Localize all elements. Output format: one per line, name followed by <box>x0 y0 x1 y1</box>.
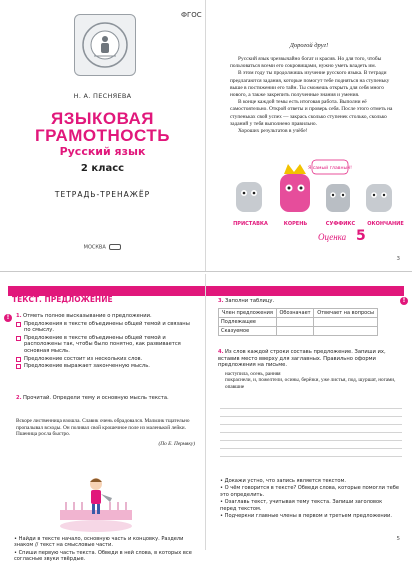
table-header: Обозначает <box>276 309 313 318</box>
option-row <box>16 335 197 355</box>
workbook-label: ТЕТРАДЬ-ТРЕНАЖЁР <box>54 190 151 199</box>
boy-watering-illustration <box>56 474 136 534</box>
option-text: Предложение состоит из нескольких слов. <box>24 355 143 362</box>
bullet-text: О чём говорится в тексте? Обведи слова, которые помогли тебе это определить. <box>220 485 399 498</box>
section-title: ТЕКСТ. ПРЕДЛОЖЕНИЕ <box>12 295 113 304</box>
bullet-text: Докажи устно, что запись является текстом. <box>224 478 347 484</box>
attention-icon: ! <box>4 314 12 322</box>
intro-text <box>230 56 398 135</box>
title-line-2: ГРАМОТНОСТЬ <box>35 126 170 145</box>
table-row <box>219 327 378 336</box>
answer-checkbox[interactable] <box>16 364 21 369</box>
root-character-icon <box>280 164 310 212</box>
task-text: Отметь полное высказывание о предложении. <box>23 313 152 319</box>
bullet-text: Спиши первую часть текста. Обведи в ней слова, в которых все согласные звуки твёрдые. <box>14 549 192 563</box>
intro-paragraph: В конце каждой темы есть итоговая работа. Выполни её самостоятельно. Открой ответы и проверь себя. После этого отметь на ступеньках свой успех — закрась сколько ступенек столько, сколько заданий у тебя выполнено правильно. <box>230 99 393 127</box>
bullet-item: • Подчеркни главные члены в первом и третьем предложении. <box>220 513 392 520</box>
answer-checkbox[interactable] <box>16 357 21 362</box>
writing-line[interactable] <box>220 408 402 409</box>
grade-word: Оценка <box>318 232 347 242</box>
task-4-bullets <box>220 478 400 520</box>
section-band <box>206 286 404 296</box>
fgos-mark: ФГОС <box>181 11 202 19</box>
publisher-logo-icon <box>109 244 121 250</box>
task-4 <box>218 349 400 391</box>
writing-line[interactable] <box>220 448 402 449</box>
bullet-text: Подчеркни главные члены в первом и третьем предложении. <box>224 513 392 520</box>
literacy-logo-icon <box>80 20 130 70</box>
morpheme-labels <box>228 221 408 227</box>
speech-bubble <box>308 160 352 174</box>
label-ending: ОКОНЧАНИЕ <box>367 221 404 227</box>
option-row <box>16 363 197 370</box>
top-spread <box>0 0 412 272</box>
sentence-members-table <box>218 308 378 336</box>
table-cell: Сказуемое <box>219 327 277 336</box>
page-number: 5 <box>396 536 400 542</box>
lesson-left-page <box>0 274 206 563</box>
writing-lines[interactable] <box>220 408 402 464</box>
writing-line[interactable] <box>220 416 402 417</box>
answer-checkbox[interactable] <box>16 336 21 341</box>
passage-author: (По Е. Пермяку) <box>158 440 195 447</box>
greeting-heading: Дорогой друг! <box>289 42 329 49</box>
task-2 <box>16 395 197 402</box>
answer-checkbox[interactable] <box>16 322 21 327</box>
bullet-item: • Спиши первую часть текста. Обведи в ней слова, в которых все согласные звуки твёрдые. <box>14 549 192 563</box>
table-header-row <box>219 309 378 318</box>
page-number: 3 <box>396 256 400 262</box>
intro-closing: Хороших результатов в учёбе! <box>238 128 308 135</box>
prefix-character-icon <box>236 182 262 212</box>
option-text: Предложения в тексте объединены общей темой и связаны по смыслу. <box>24 320 190 334</box>
option-row <box>16 321 197 334</box>
writing-line[interactable] <box>220 440 402 441</box>
task-3 <box>218 298 398 305</box>
option-row <box>16 356 197 363</box>
task-number: 4. <box>218 349 224 355</box>
title-line-1: ЯЗЫКОВАЯ <box>50 109 155 128</box>
writing-line[interactable] <box>220 432 402 433</box>
task-number: 1. <box>16 313 22 319</box>
table-cell: Подлежащее <box>219 318 277 327</box>
grade-five: 5 <box>356 228 366 244</box>
bullet-text: Найди в тексте начало, основную часть и концовку. Раздели знаком // текст на смысловые части. <box>14 536 184 549</box>
bullet-text: Озаглавь текст, учитывая тему текста. Запиши заголовок перед текстом. <box>220 499 383 512</box>
task-2-bullets <box>14 536 197 564</box>
morpheme-characters-illustration <box>228 160 404 220</box>
subject-subtitle: Русский язык <box>59 145 146 158</box>
option-text: Предложение в тексте объединены общей темой и расположены так, чтобы было понятно, как развивается основная мысль. <box>24 334 181 354</box>
grade-label: 2 класс <box>80 163 125 174</box>
table-header: Отвечает на вопросы <box>314 309 378 318</box>
label-suffix: СУФФИКС <box>325 221 356 227</box>
table-row <box>219 318 378 327</box>
writing-line[interactable] <box>220 456 402 457</box>
task-text: Прочитай. Определи тему и основную мысль текста. <box>23 395 169 401</box>
bottom-spread <box>0 274 412 563</box>
word-line: наступила, осень, ранняя <box>225 370 281 377</box>
table-header: Член предложения <box>219 309 277 318</box>
option-text: Предложение выражает законченную мысль. <box>24 363 150 370</box>
intro-paragraph: Русский язык чрезвычайно богат и красив. Но для того, чтобы пользоваться всеми его сокровищами, нужно уметь владеть им. <box>230 56 382 70</box>
bullet-item: • О чём говорится в тексте? Обведи слова, которые помогли тебе это определить. <box>220 485 399 498</box>
task-text: Заполни таблицу. <box>225 298 275 304</box>
author-name: Н. А. ПЕСНЯЕВА <box>73 92 132 100</box>
answer-cell[interactable] <box>314 327 378 336</box>
word-line: покраснели, и, пожелтели, осины, берёзки, уже листья, под, шуршат, ногами, опавшие <box>225 377 396 390</box>
task-1 <box>16 313 197 370</box>
writing-line[interactable] <box>220 424 402 425</box>
answer-cell[interactable] <box>276 327 313 336</box>
label-prefix: ПРИСТАВКА <box>233 221 268 227</box>
answer-cell[interactable] <box>276 318 313 327</box>
task-text: Из слов каждой строки составь предложение. Запиши их, вставив место вверху для заглавных. Правильно оформи предложения на письме. <box>218 349 386 369</box>
task-number: 2. <box>16 395 22 401</box>
task-number: 3. <box>218 298 224 304</box>
speech-text: Я самый главный! <box>308 166 352 171</box>
bullet-item: • Озаглавь текст, учитывая тему текста. Запиши заголовок перед текстом. <box>220 499 383 512</box>
intro-paragraph: В этом году ты продолжишь изучение русского языка. В тетради предлагаются задания, которые помогут тебе подняться на ступеньку выше в постижении его тайн. Ты сможешь открыть для себя много нового, а также закрепить полученные знания и умения. <box>230 70 390 99</box>
publisher-mark <box>0 244 205 251</box>
literacy-logo <box>74 14 136 76</box>
label-root: КОРЕНЬ <box>283 221 308 227</box>
bullet-item: • Докажи устно, что запись является текстом. <box>220 478 347 484</box>
lesson-right-page <box>206 274 412 550</box>
answer-cell[interactable] <box>314 318 378 327</box>
reading-passage <box>16 418 195 447</box>
suffix-character-icon <box>326 184 350 212</box>
word-lines <box>218 371 400 391</box>
attention-icon: ! <box>400 297 408 305</box>
publisher-city: МОСКВА <box>83 244 106 251</box>
passage-text: Вскоре лиственница взошла. Славик очень обрадовался. Мальчик тщательно пропалывал всходы. Он поливал свой крошечное поле из маленькой лейки. Пшеница росла быстро. <box>16 418 190 438</box>
cover-page <box>0 0 206 271</box>
bullet-item: • Найди в тексте начало, основную часть и концовку. Раздели знаком // текст на смысловые части. <box>14 536 184 549</box>
intro-page <box>206 0 412 271</box>
ending-character-icon <box>366 184 392 212</box>
